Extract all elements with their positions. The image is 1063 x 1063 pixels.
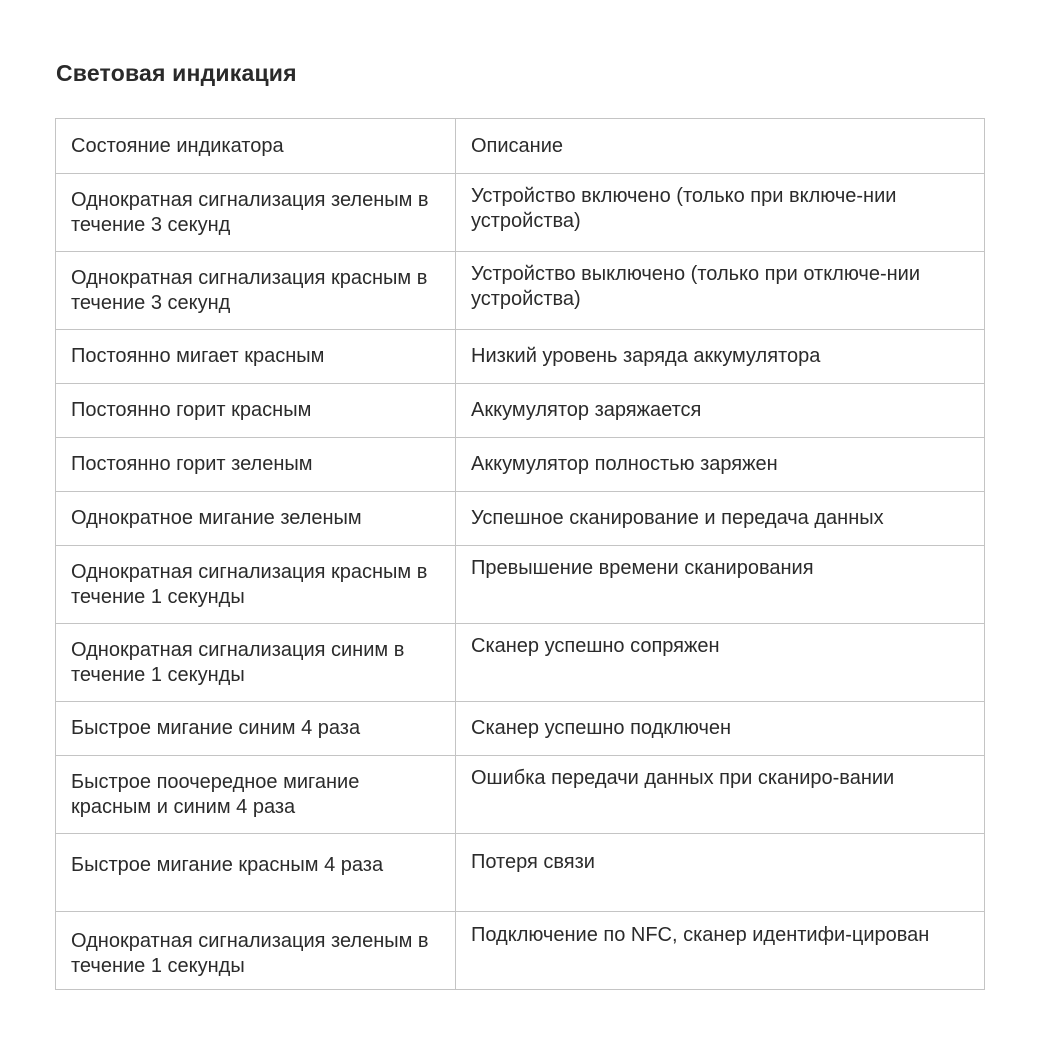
page-title: Световая индикация: [56, 60, 297, 86]
row-state: Постоянно горит зеленым: [56, 438, 456, 492]
row-description: Ошибка передачи данных при сканиро-вании: [456, 756, 985, 834]
table-row: [56, 912, 985, 990]
indicator-table-container: [55, 118, 984, 990]
table-header-row: [56, 119, 985, 174]
row-state: Постоянно мигает красным: [56, 330, 456, 384]
table-row: [56, 174, 985, 252]
row-description: Превышение времени сканирования: [456, 546, 985, 624]
header-description: Описание: [456, 119, 985, 174]
row-description: Аккумулятор заряжается: [456, 384, 985, 438]
row-description: Подключение по NFC, сканер идентифи-цирован: [456, 912, 985, 990]
row-description: Успешное сканирование и передача данных: [456, 492, 985, 546]
row-description: Устройство включено (только при включе-нии устройства): [456, 174, 985, 252]
row-state: Быстрое поочередное мигание красным и синим 4 раза: [56, 756, 456, 834]
row-description: Устройство выключено (только при отключе-нии устройства): [456, 252, 985, 330]
table-row: [56, 834, 985, 912]
row-description: Аккумулятор полностью заряжен: [456, 438, 985, 492]
table-row: [56, 384, 985, 438]
table-row: [56, 702, 985, 756]
table-row: [56, 546, 985, 624]
table-row: [56, 492, 985, 546]
table-row: [56, 756, 985, 834]
row-state: Постоянно горит красным: [56, 384, 456, 438]
table-row: [56, 624, 985, 702]
row-state: Однократная сигнализация красным в течение 1 секунды: [56, 546, 456, 624]
row-state: Однократная сигнализация зеленым в течение 1 секунды: [56, 912, 456, 990]
row-description: Сканер успешно сопряжен: [456, 624, 985, 702]
header-state: Состояние индикатора: [56, 119, 456, 174]
row-state: Быстрое мигание синим 4 раза: [56, 702, 456, 756]
row-state: Быстрое мигание красным 4 раза: [56, 834, 456, 912]
table-row: [56, 438, 985, 492]
indicator-table: [55, 118, 985, 990]
row-description: Потеря связи: [456, 834, 985, 912]
row-state: Однократная сигнализация зеленым в течение 3 секунд: [56, 174, 456, 252]
row-description: Сканер успешно подключен: [456, 702, 985, 756]
table-row: [56, 330, 985, 384]
table-row: [56, 252, 985, 330]
row-state: Однократное мигание зеленым: [56, 492, 456, 546]
row-state: Однократная сигнализация синим в течение 1 секунды: [56, 624, 456, 702]
row-description: Низкий уровень заряда аккумулятора: [456, 330, 985, 384]
row-state: Однократная сигнализация красным в течение 3 секунд: [56, 252, 456, 330]
